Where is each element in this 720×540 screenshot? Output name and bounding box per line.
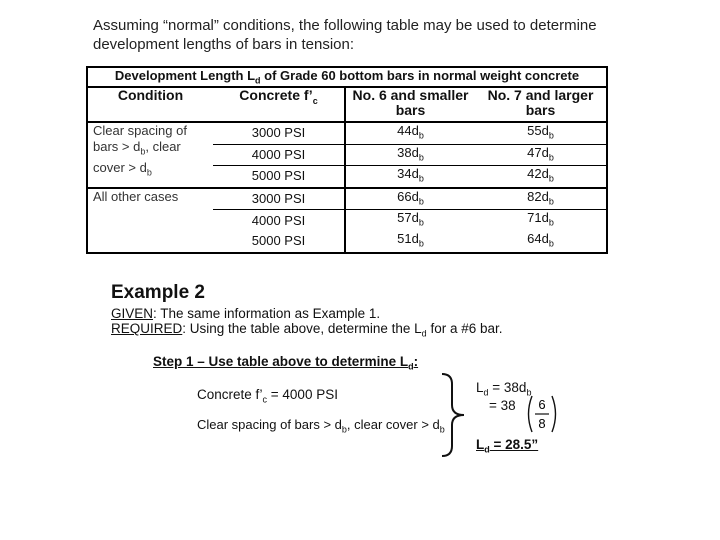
concrete-cell: 5000 PSI (251, 233, 306, 249)
header-no6-smaller: No. 6 and smaller bars (345, 87, 475, 122)
table-row (87, 188, 607, 210)
concrete-cell: 3000 PSI (213, 188, 345, 210)
development-length-table (86, 66, 608, 254)
clear-spacing-line: Clear spacing of bars > $d_b$, clear cover > $d_b$ (197, 417, 445, 435)
intro-line-2: development lengths of bars in tension: (93, 36, 354, 53)
concrete-strength-line: Concrete $f’_c = 4000$ PSI (197, 387, 338, 405)
large-bar-cell: $71d_b$ (527, 210, 554, 228)
small-bar-cell: $44d_b$ (345, 122, 475, 144)
large-bar-cell: $47d_b$ (475, 144, 607, 166)
required-line: REQUIRED: Using the table above, determine the $L_d$ for a #6 bar. (111, 321, 503, 339)
condition-clear-spacing: Clear spacing of bars > $d_b$, clear cover > $d_b$ (87, 122, 213, 188)
given-line: GIVEN: The same information as Example 1. (111, 306, 381, 321)
left-paren-icon (529, 396, 533, 432)
table-row (87, 122, 607, 144)
concrete-cell: 4000 PSI (251, 212, 306, 228)
small-bar-cell: $38d_b$ (345, 144, 475, 166)
large-bar-cell: $82d_b$ (475, 188, 607, 210)
step-1-heading: Step 1 – Use table above to determine $L_d$: (153, 354, 419, 372)
condition-all-other: All other cases (93, 188, 179, 204)
small-bar-cell: $34d_b$ (345, 166, 475, 188)
large-bar-cell: $55d_b$ (475, 122, 607, 144)
example-title: Example 2 (111, 282, 205, 303)
concrete-cell: 3000 PSI (213, 122, 345, 144)
small-bar-cell: $57d_b$ (345, 210, 475, 231)
result-line-1: $L_d = 38d_b$ (476, 380, 532, 398)
fraction-denominator: 8 (538, 416, 546, 431)
small-bar-cell: $51d_b$ (345, 231, 475, 253)
large-bar-cell: $42d_b$ (475, 166, 607, 188)
result-final: $L_d = 28.5$” (476, 437, 539, 455)
fraction-six-eighths (525, 394, 559, 434)
small-bar-cell: $66d_b$ (345, 188, 475, 210)
table-title: Development Length $L_d$ of Grade 60 bottom bars in normal weight concrete (87, 67, 607, 87)
right-brace-icon (438, 372, 468, 458)
concrete-cell: 4000 PSI (213, 144, 345, 166)
concrete-cell: 5000 PSI (213, 166, 345, 188)
header-condition: Condition (87, 87, 213, 122)
right-paren-icon (552, 396, 556, 432)
fraction-numerator: 6 (538, 397, 546, 412)
header-concrete: Concrete $f’_c$ (213, 87, 345, 122)
intro-line-1: Assuming “normal” conditions, the following table may be used to determine (93, 17, 597, 34)
large-bar-cell: $64d_b$ (527, 230, 554, 249)
result-line-2: = 38 (489, 398, 516, 413)
intro-text (93, 16, 613, 54)
header-no7-larger: No. 7 and larger bars (475, 87, 607, 122)
